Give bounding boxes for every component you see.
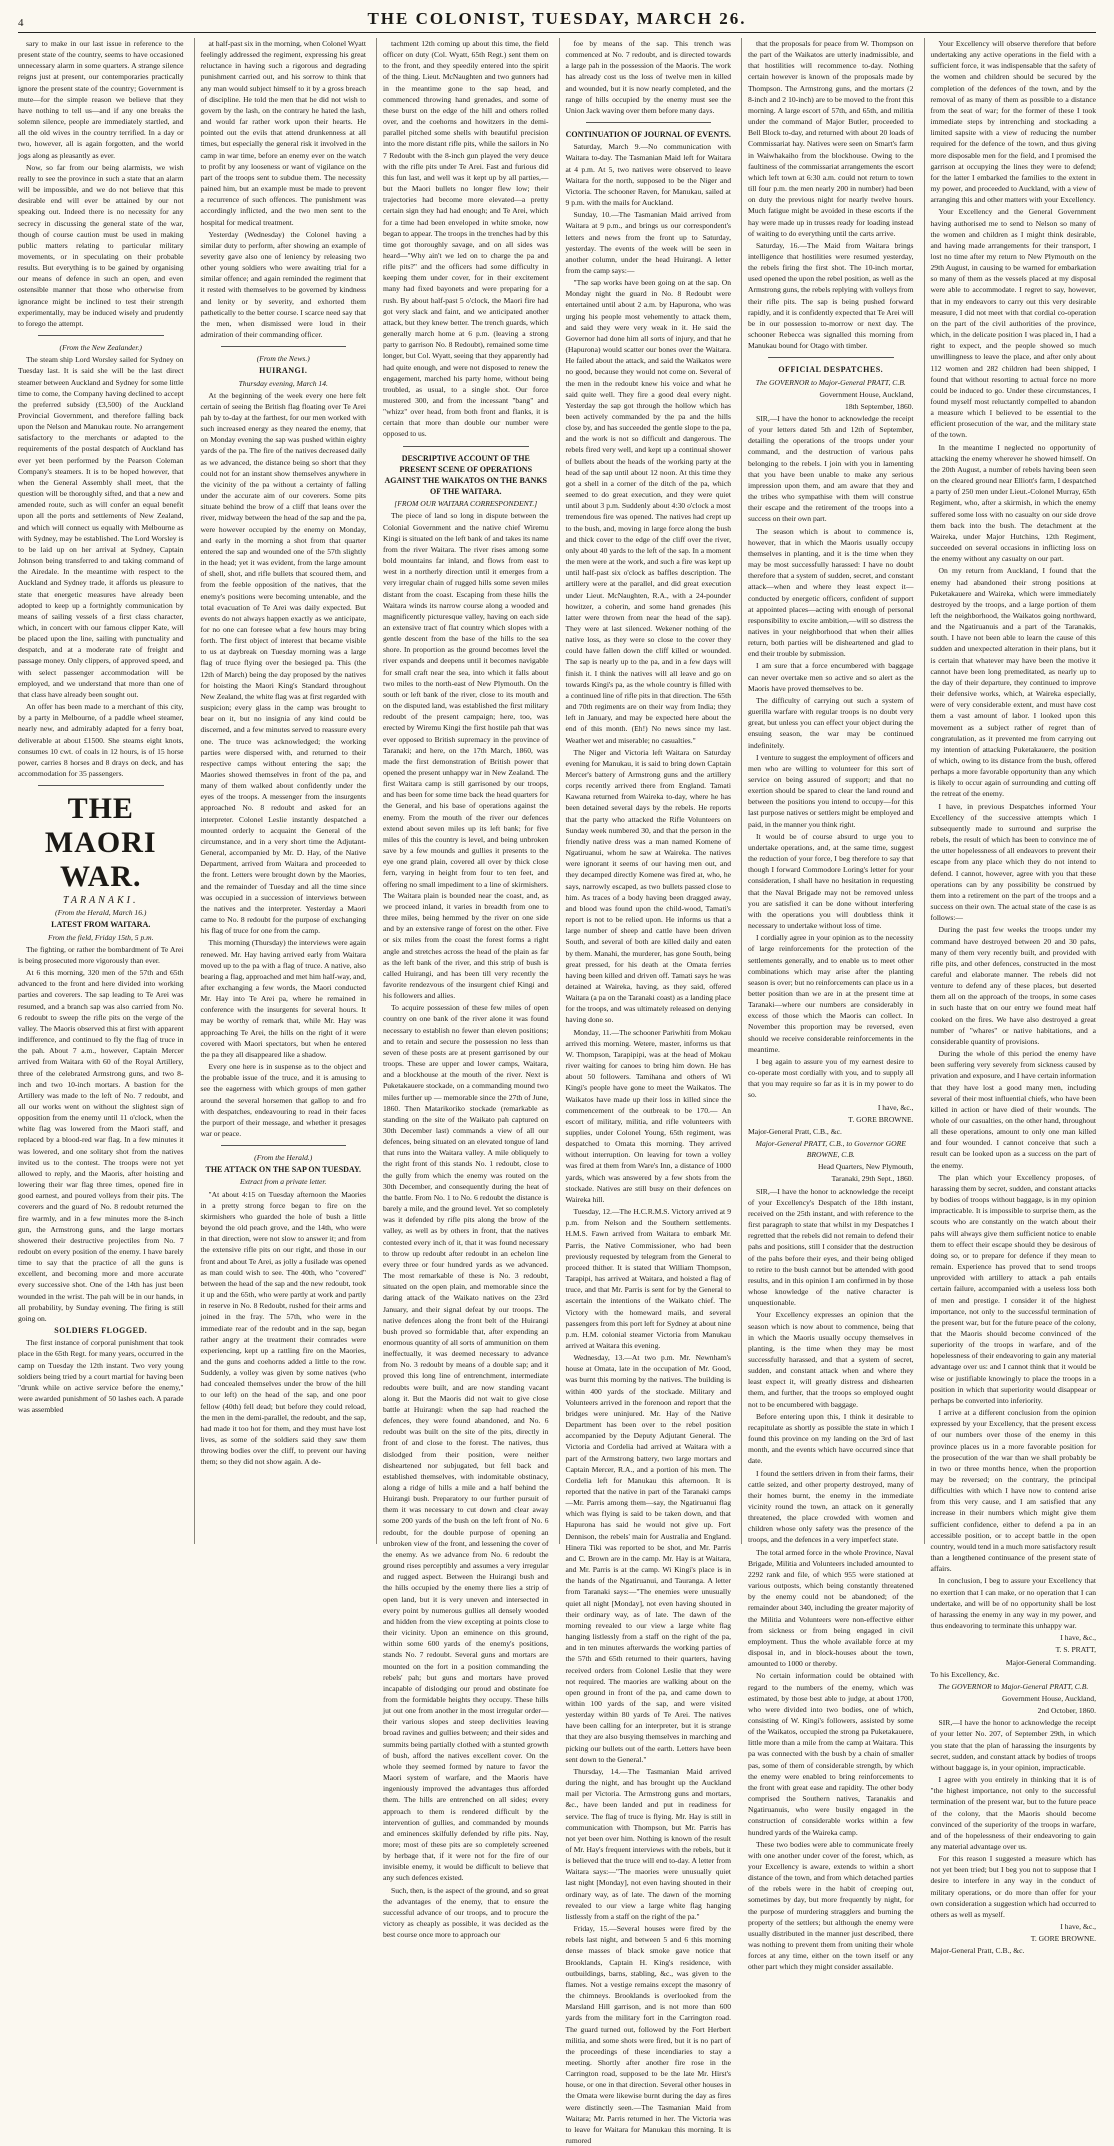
paragraph: During the past few weeks the troops under my command have destroyed between 20 and 30 pahs, many of them very recently built, and provided with rifle pits, and other defences, constructed in the most careful and elaborate manner. The rebels did not venture to defend any of these places, but deserted them all on the approach of the troops, in some cases in such haste that on our entry we found meat half cooked on the fires. We have also destroyed a great number of "whares" or native habitations, and a considerable quantity of provisions. (930, 925, 1096, 1046)
paragraph: at half-past six in the morning, when Colonel Wyatt feelingly addressed the regiment, expressing his great reluctance in having such a rigorous and degrading punishment carried out, and his sorrow to think that any man would subject himself to it by a gross breach of discipline. He told the men that he did not wish to govern by the lash, on the contrary he hated the lash, and would far rather work upon their hearts. He pointed out the evils that attend drunkenness at all times, but especially the general risk it involved in the camp in war time, before an enemy ever on the watch to profit by any looseness or want of vigilance on the part of the troops sent to subdue them. The necessity pained him, but an example must be made to prevent a recurrence of such offences. The punishment was accordingly inflicted, and the two men sent to the hospital for medical treatment. (200, 39, 366, 227)
article-heading: LATEST FROM WAITARA. (51, 920, 151, 930)
paragraph: "The sap works have been going on at the sap. On Monday night the guard in No. 8 Redoubt were entertained until about 2 a.m. by Hapurona, who was urging his people most vehemently to attack them, and said they were very weak in it. He said the Governor had done him all sorts of injury, and that he (Hapurona) would scatter our bones over the Waitara. He failed about the attack, and said the Waikatos were no good, because they would not come on. Several of the men in the redoubt knew his voice and what he said quite well. They fire a good deal every night. Yesterday the sap got through the hollow which has been actively commanded by the pa and the hills close by, and has succeeded the gentle slope to the pa, and the work is not so difficult and dangerous. The rebels fired very well, and kept up a continual shower of bullets about the heads of the working party at the head of the sap until about 12 noon. At this time they got a shell in a corner of the ditch of the pa, which seemed to do great execution, and they were quiet until about 3 p.m. Suddenly about 4:30 o'clock a most tremendous fire was opened. The natives had crept up to the bush, and, moving in large force along the bush and thick cover to the edge of the cliff over the river, only about 40 yards to the left of the sap. In a moment the men were at the work, and such a fire was kept up until half-past six o'clock as baffles description. The artillery were at the parallel, and did great execution under Lieut. McNaughten, R.A., with a 24-pounder howitzer, a coherin, and some hand grenades (his latter were thrown from near the head of the sap). They were at last silenced. Wekener nothing of the native loss, as they were so close to the cover they could have fallen down the cliff killed or wounded. The sap is nearly up to the pa, and in a few days will finish it. I think the natives will all leave and go on towards Kingi's pa, as the whole country is filled with a continued line of rifle pits in that direction. The 65th and 70th regiments are on their way from India; they left in January, and may be expected here about the end of this month. (Eh!) No news since my last. Weather wet and miserable; no casualties." (565, 278, 731, 745)
paragraph: I found the settlers driven in from their farms, their cattle seized, and other property destroyed, many of their homes burnt, the enemy in the immediate vicinity round the town, an attack on it generally threatened, the place crowded with women and children whose only safety was the presence of the troops, and the defences in a very imperfect state. (748, 1468, 914, 1545)
paragraph: The fighting, or rather the bombardment of Te Arei is being prosecuted more vigorously than ever. (18, 944, 184, 965)
article-heading: OFFICIAL DESPATCHES. (778, 365, 884, 375)
masthead (18, 6, 1096, 33)
paragraph: I venture to suggest the employment of officers and men who are willing to volunteer for this sort of service on being assured of support; and that no exertion should be spared to clear the land round and between the positions you intend to occupy—for this last purpose natives or settlers might be employed and paid, in the manner you think right. (748, 752, 914, 829)
article-heading: CONTINUATION OF JOURNAL OF EVENTS. (565, 130, 731, 140)
paragraph: I beg again to assure you of my earnest desire to co-operate most cordially with you, and to supply all that you may require so far as it is in my power to do so. (748, 1056, 914, 1100)
signature-title: Major-General Commanding. (1005, 1657, 1096, 1667)
paragraph: At the beginning of the week every one here felt certain of seeing the British flag floating over Te Arei pah by to-day at the farthest, for our men worked with such increased energy as they neared the enemy, that on Monday evening the sap was pushed within eighty yards of the pa. The fire of the natives decreased daily as we advanced, the distance being so short that they could not for an instant show themselves anywhere in the vicinity of the pa without a certainty of falling under the accurate aim of our coverers. Some pits situate behind the brow of a cliff that leans over the river, midway between the head of the sap and the pa, were however occupied by the enemy on Monday, and early in the morning a shot from that quarter entered the sap and wounded one of the 57th slightly in the head; yet it was evident, from the large amount of shell, shot, and rifle bullets that scoured them, and from the feeble opposition of the natives, that the enemy's positions were becoming untenable, and the total evacuation of Te Arei was daily expected. But events do not always happen exactly as we anticipate, for no one can foresee what a few hours may bring forth. The first object of interest that became visible to us at daybreak on Tuesday morning was a large flag of truce flying over the besieged pa. This (the 12th of March) being the day proposed by the natives for hoisting the Maori King's Standard throughout New Zealand, the white flag was at first regarded with suspicion; every glass in the camp was brought to bear on it, but no insignia of any kind could be discerned, and a few minutes served to reassure every one. The truce was acknowledged; the working parties were dispersed with, and returned to their respective camps without entering the sap; the Maories showed themselves in front of the pa, and many of them walked about confidently under the eyes of the troops. A messenger from the insurgents approached No. 8 redoubt and asked for an interpreter. Colonel Leslie instantly despatched a mounted orderly to acquaint the General of the circumstance, and in a very short time the Adjutant-General, accompanied by Mr. D. Hay, of the Native Department, arrived from Waitara and proceeded to the front. Letters were brought down by the Maories, and the remainder of Tuesday and all the time since was occupied in a succession of interviews between the natives and the interpreter. Yesterday a Maori came to No. 8 redoubt for the purpose of exchanging his flag of truce for one from the camp. (200, 390, 366, 936)
newspaper-title: THE COLONIST, TUESDAY, MARCH 26. (367, 9, 747, 28)
paragraph: In conclusion, I beg to assure your Excellency that no exertion that I can make, or no operation that I can undertake, and will be of no opportunity shall be lost of harassing the enemy in any way in my power, and thus endeavoring to terminate this unhappy war. (930, 1576, 1096, 1631)
paragraph: The steam ship Lord Worsley sailed for Sydney on Tuesday last. It is said she will be the last direct steamer between Auckland and Sydney for some little time to come, the Company having declined to accept the preferred subsidy (£3,500) of the Auckland Provincial Government, and therefore falling back upon the Nelson and Manukau route. No arrangement satisfactory to the merchants or adapted to the requirements of the postal despatch of Auckland has ever yet been performed by the Pearson Coleman Company's steamers. It is to be hoped however, that when the General Assembly shall meet, that the question will be thoroughly sifted, and that a new and amended route, such as will confer an equal benefit upon all the ports and settlements of New Zealand, and which will connect us equally with Melbourne as with Sydney, may be established. The Lord Worsley is to be laid up on her arrival at Sydney, Captain Johnson being transferred to and taking command of the Airedale. In the meantime with respect to the Auckland and Sydney trade, it affords us pleasure to state that energetic measures have already been adopted to keep up a fortnightly communication by means of sailing vessels of a first class character, which, in concert with our famous clipper Kate, will be placed upon the line, sailing with punctuality and despatch, and at a moderate rate of freight and passage money. Only clippers, of approved speed, and with select passenger accommodation will be employed, and we understand that more than one of that class have already been sought out. (18, 355, 184, 699)
despatch-place: Government House, Auckland, (1001, 1693, 1096, 1703)
divider (403, 446, 529, 447)
dateline: From the field, Friday 15th, 5 p.m. (47, 932, 154, 942)
source-line: (From the Herald.) (254, 1153, 313, 1163)
despatch-date: Taranaki, 29th Sept., 1860. (831, 1174, 914, 1184)
column-1 (18, 38, 184, 1544)
signature-addressee: To his Excellency, &c. (930, 1669, 1000, 1679)
paragraph: I have, in previous Despatches informed Your Excellency of the successive attempts which I subsequently made to surround and surprise the rebels, the result of which has been to convince me of the utter hopelessness of all endeavors to prevent their escape from any place which they do not intend to defend. I cannot, however, agree with you that these operations can by any possibility be construed by them into a retirement on the part of the troops and a success on their own. The actual state of the case is as follows:— (930, 801, 1096, 923)
despatch-date: 18th September, 1860. (845, 401, 914, 411)
article-heading: SOLDIERS FLOGGED. (54, 1326, 148, 1336)
place-heading: TARANAKI. (63, 895, 139, 907)
paragraph: Before entering upon this, I think it desirable to recapitulate as shortly as possible the state in which I found this province on my landing on the 3rd of last month, and the events which have occurred since that date. (748, 1411, 914, 1466)
despatch-address: The GOVERNOR to Major-General PRATT, C.B. (755, 377, 906, 387)
source-line: [FROM OUR WAITARA CORRESPONDENT.] (394, 499, 538, 509)
source-line: (From the New Zealander.) (59, 343, 142, 353)
divider (38, 335, 164, 336)
signature: I have, &c., (877, 1102, 914, 1112)
signature: T. GORE BROWNE. (1030, 1934, 1096, 1944)
dateline: Thursday evening, March 14. (238, 378, 328, 388)
paragraph: Thursday, 14.—The Tasmanian Maid arrived during the night, and has brought up the Auckland mail per Victoria. The Armstrong guns and mortars, &c., have been landed and put in readiness for service. The flag of truce is flying. Mr. Hay is still in communication with Thompson, but Mr. Parris has not yet been over him. Nothing is known of the result of Mr. Hay's frequent interviews with the rebels, but it is believed that the truce will end to-day. A letter from Waitara says:—"The maories were unusually quiet last night [Monday], not even having shouted in their ordinary way, as of late. The dawn of the morning revealed to our view a large white flag hanging listlessly from a staff on the right of the pa." (565, 1766, 731, 1921)
paragraph: The Niger and Victoria left Waitara on Saturday evening for Manukau, it is said to bring down Captain Mercer's battery of Armstrong guns and the artillery corps recently arrived there from England. Tamati Kawana returned from Waireka to-day, where he has been detained several days by the rebels. He reports that the party who attacked the Rifle Volunteers on Sunday week numbered 30, and that the person in the friendly native dress was a man named Komene of Ngatiruanui, whom he saw at Waireka. The natives were ignorant it seems of our having men out, and they decamped directly Komene was fired at, who, he says, narrowly escaped, as two bullets passed close to him. As traces of a body having been dragged away, and blood was found upon the child-wood, Tamati's report is not to be relied upon. He informs us that a large number of sheep and cattle have been driven South, and several of both are killed daily and eaten by them. Manahi, the murderer, has gone South, being great pressed, for his death at the Omata ferries having been killed and driven off. Tamati says he was detained at Waireka, having, as they said, offered Waitara (a pa on the Taranaki coast) as a landing place for the troops, and was ultimately released on denying having done so. (565, 747, 731, 1025)
paragraph: The plan which your Excellency proposes, of harassing them by secret, sudden, and constant attacks by bodies of troops without baggage, is in my opinion impracticable. It is impossible to surprise them, as the scouts who are constantly on the watch about their pahs will always give them sufficient notice to enable them to effect their escape should they be desirous of doing so, or to prepare for defence if they mean to remain. Experience has proved that to send troops unprovided with artillery to attack a pah entails certain failure, accompanied with a useless loss both of men and prestige. I consider it of the highest importance, not only to the successful termination of the present war, but for the future peace of the colony, that the Maoris should become convinced of the superiority of the troops in warfare, and of the hopelessness of their endeavoring to gain any material advantage over us: and I cannot think that it would be wise or justifiable knowingly to place the troops in a position in which that superiority would disappear or perhaps be converted into inferiority. (930, 1172, 1096, 1405)
paragraph: sary to make in our last issue in reference to the present state of the country, seems to have occasioned unnecessary alarm in some quarters. A strange silence reigns just at present, our contemporaries practically ignore the present state of the country; Government is mute—for the simple reason we believe that they have nothing to tell us—and if any one breaks the solemn silence, people are immediately startled, and all the old wives in the country terrified. In a day or two, however, all is again forgotten, and the world jogs along as pleasantly as ever. (18, 39, 184, 160)
signature: I have, &c., (1060, 1633, 1096, 1643)
article-columns (18, 38, 1096, 2146)
paragraph: SIR,—I have the honor to acknowledge the receipt of your letter No. 207, of September 29th, in which you state that the plan of harassing the insurgents by secret, sudden, and constant attack by bodies of troops without baggage is, in your opinion, impracticable. (930, 1718, 1096, 1772)
signature: T. GORE BROWNE. (848, 1114, 914, 1124)
paragraph: tachment 12th coming up about this time, the field officer on duty (Col. Wyatt, 65th Regt.) sent them on to the front, and they speedily entered into the spirit of the thing. Lieut. McNaughten and two gunners had in the meantime gone to the sap head, and commenced throwing hand grenades, and some of these burst on the edge of the hill and others rolled over, and the coehorns and howitzers in the demi-parallel pitched some shells with beautiful precision into the more distant rifle pits, while the sailors in No 7 Redoubt with the 8-inch gun played the very deuce with the rifle pits under Te Arei. Fast and furious did this fun last, and well was it kept up by all parties,—but the Maori bullets no longer flew low; their trajectories had become more elevated—a pretty certain sign they had had enough; and Te Arei, which for a time had been enveloped in white smoke, now began to appear. The troops in the trenches had by this time got thoroughly savage, and on all sides was heard—"Why ain't we led on to charge the pa and rifle pits?" and the officers had some difficulty in keeping them under cover, for in their excitement many had fixed bayonets and were preparing for a rush. By about half-past 5 o'clock, the Maori fire had got very slack and faint, and we anticipated another attack, but they knew better. The trench guards, which generally march home at 6 p.m. (leaving a strong party to garrison No. 8 Redoubt), remained some time longer, but Col. Wyatt, seeing that they apparently had had quite enough, and were not disposed to renew the engagement, marched his party home, without being troubled, as usual, to a single shot. Our force mustered 300, and from the incessant "bang" and "whizz" over head, from both front and flanks, it is certain that more than double our number were opposed to us. (383, 39, 549, 439)
column-6 (924, 38, 1097, 1956)
source-line: (From the News.) (256, 354, 310, 364)
paragraph: On my return from Auckland, I found that the enemy had abandoned their strong positions at Puketakauere and Waireka, which were immediately destroyed by the troops, and a large portion of them left the neighborhood, the Waikatos going northward, and the Ngatiruanuis and a part of the Taranakis, south. I have not been able to learn the cause of this sudden and unexpected alteration in their plans, but it is certain that whatever may have been the motive it cannot have been long premeditated, as nearly up to the day of their departure, they continued to improve their defensive works, which, at Waireka especially, were of very considerable extent, and must have cost them a vast amount of labor. I looked upon this movement as a subject rather of regret than of congratulation, as it prevented me from carrying out my intention of attacking Puketakauere, the position of which, owing to its distance from the bush, offered perhaps a more favorable opportunity than any which is likely to occur again of surrounding and cutting off the retreat of the enemy. (930, 566, 1096, 799)
paragraph: Your Excellency will observe therefore that before undertaking any active operations in the field with a sufficient force, it was indispensable that the safety of the women and children should be secured by the completion of the defences of the town, and by the removal of as many of them as possible to a distance from the seat of war; for the former of these I took immediate steps by intrenching and stockading a limited sapsite with a view of reducing the number required for the defence of the town, and thus giving more disposable men for the field, and I promised the garrison at occupying the lines they were to defend; for the latter I embarked the families to the extent in my power, and proceeded to Auckland, with a view of arranging this and other matters with your Excellency. (930, 39, 1096, 205)
paragraph: SIR,—I have the honor to acknowledge the receipt of your Excellency's Despatch of the 18th instant, received on the 25th instant, and with reference to the first paragraph to state that whilst in my Despatches I regretted that the rebels did not remain to defend their pahs and positions, still I consider that the destruction of the pahs before their eyes, and their being obliged to retire to the bush cannot but be attended with good results, and in this opinion I am confirmed in by those whose knowledge of the native character is unquestionable. (748, 1186, 914, 1308)
despatch-place: Government House, Auckland, (819, 389, 914, 399)
paragraph: During the whole of this period the enemy have been suffering very severely from sickness caused by privation and exposure, and I have certain information that they have lost a good many men, including several of their most influential chiefs, who have been killed in action or have died of their wounds. The whole of our casualties, on the other hand, throughout all these operations, amount to only one man killed and four wounded. I cannot conceive that such a result can be looked upon as a success on the part of the enemy. (930, 1049, 1096, 1170)
paragraph: The difficulty of carrying out such a system of guerilla warfare with regular troops is no doubt very great, but unless you can effect your object during the ensuing season, the war may be continued indefinitely. (748, 695, 914, 750)
paragraph: The season which is about to commence is, however, that in which the Maoris usually occupy themselves in planting, and it is the time when they may be most successfully harassed: I have no doubt therefore that a system of sudden, secret, and constant attack—when and where they least expect it—conducted by energetic officers, confident of support at appointed places—acting with enough of personal responsibility to excite ambition,—will so distress the natives in your neighborhood that when their allies return, both parties will be disheartened and glad to end their trouble by submission. (748, 526, 914, 659)
despatch-address: The GOVERNOR to Major-General PRATT, C.B. (938, 1681, 1089, 1691)
paragraph: that the proposals for peace from W. Thompson on the part of the Waikatos are utterly inadmissible, and that hostilities will recommence to-day. Nothing certain however is known of the proposals made by Thompson. The Armstrong guns, and the mortars (2 8-inch and 2 10-inch) are to be moved to the front this morning. A large escort of 57th, and 65th, and militia under the command of Major Butler, proceeded to Bell Block to-day, and returned with about 20 loads of Commissariat hay. Natives were seen on Smart's farm in Waiwhakaiho from the blockhouse. Owing to the faultiness of the commissariat arrangements the escort which left town at 6:30 a.m. could not return to town till four p.m. the men nearly 200 in number) had been on duty the previous night for nearly twelve hours. Much fatigue might be avoided in these escorts if the hay were made up in trusses ready for loading instead of waiting to do everything until the carts arrive. (748, 39, 914, 238)
paragraph: Your Excellency expresses an opinion that the season which is now about to commence, being that in which the Maoris usually occupy themselves in planting, is the time when they may be most successfully harassed, and that a system of secret, sudden, and constant attack when and where they least expect it, will greatly distress and dishearten them, and further, that the troops so employed ought not to be encumbered with baggage. (748, 1310, 914, 1409)
paragraph: This morning (Thursday) the interviews were again renewed. Mr. Hay having arrived early from Waitara moved up to the pa with a flag of truce. A native, also bearing a flag, approached and met him half-way, and, after exchanging a few words, the Maori conducted Mr. Hay into Te Arei pa, where he remained in conference with the insurgents for several hours. It may be worthy of remark that, while Mr. Hay was approaching Te Arei, the hills on the right of it were covered with Maori spectators, but when he entered the pa they all disappeared like a shadow. (200, 938, 366, 1059)
paragraph: To acquire possession of these few miles of open country on one bank of the river alone it was found necessary to establish no fewer than eleven positions; and to retain and secure the possession no less than seven of these posts are at present garrisoned by our troops. These are upper and lower camps, Waitara, and a blockhouse at the mouth of the river. Next is Puketakauere stockade, on a commanding mound two miles further up — memorable since the 27th of June, 1860. Then Matarikoriko stockade (remarkable as standing on the site of the Waikato pah captured on 30th December last) commands a view of all our defences, being situated on an elevated tongue of land that runs into the Waitara valley. A mile obliquely to the right front of this stands No. 1 redoubt, close to the gully from which the enemy was routed on the 30th December, and consequently during the heat of the battle. From No. 1 to No. 6 redoubt the distance is barely a mile, and the ground level. Yet so completely was it defended by rifle pits along the brow of the valley, as well as by others in front, that the natives contested every inch of it, that it was found necessary to throw up redoubt after redoubt in an echelon line every three or four hundred yards as we advanced. The most remarkable of these is No. 3 redoubt, situated on the open plain, and memorable since the daring attack of the Waikato natives on the 23rd January, and their signal defeat by our troops. The native defences along the front belt of the Huirangi bush proved so formidable that, after expending an enormous quantity of all sorts of ammunition on them ineffectually, it was deemed necessary to advance from No. 3 redoubt by means of a double sap; and it proved this long line of entrenchment, intermediate redoubts were built, and are now standing vacant along it. But the Maoris did not wait to give close battle at Huirangi: when the sap had reached the defences, they were found abandoned, and No. 6 redoubt was built on the site of the pits, directly in front of and close to the forest. The natives, thus dislodged from their position, were neither disheartened nor subjugated, but fell back and established themselves, with indomitable obstinacy, along a ridge of hills a mile and a half behind the Huirangi bush. Preparatory to our further pursuit of them it was necessary to cut down and clear away some 200 yards of the bush on the left front of No. 6 redoubt, for the double purpose of opening an unbroken view of the front, and lessening the cover of the enemy. As we advance from No. 6 redoubt the ground rises perceptibly and assumes a very irregular and rugged aspect. Between the Huirangi bush and the hills occupied by the enemy there lies a strip of open land, but it is very uneven and intersected in every point by numerous gullies all densely wooded and hidden from the view excepting at points close to their vicinity. Upon an eminence on this ground, within some 600 yards of the enemy's positions, stands No. 7 redoubt. Several guns and mortars are mounted on the fort in a position commanding the rebels' pah; but guns and mortars have proved incapable of dislodging our proud and obstinate foe from the formidable heights they occupy. These hills jut out one from another in the most irregular order—their various slopes and steep declivities leaving broad ravines and gullies between; and their sides and summits being partially clothed with a stunted growth of bush, afford the natives excellent cover. On the whole they seemed formed by nature to favor the Maori system of warfare, and the Maoris have ingeniously improved the advantages thus afforded them. The hills are entrenched on all sides; every approach to them is rendered difficult by the intervention of gullies, and commanded by mounds and eminences skilfully defended by rifle pits. Nay, more; most of these pits are so completely screened by herbage that, if it were not for the fire of our invisible enemy, it would be difficult to believe that any such defences existed. (383, 1003, 549, 1883)
paragraph: At 6 this morning, 320 men of the 57th and 65th advanced to the front and here divided into working parties and coverers. The sap leading to Te Arei was resumed, and a branch sap was also carried from No. 6 redoubt to sweep the rifle pits on the verge of the valley. The Maoris observed this at first with apparent indifference, and continued to fly the flag of truce in the pah. About 7 a.m., however, Captain Mercer arrived from Waitara with 60 of the Royal Artillery, three of the celebrated Armstrong guns, and two 8-inch and two 10-inch mortars. A bastion for the Artillery was made to the left of No. 7 redoubt, and all our works went on without the slightest sign of opposition from the enemy until 11 o'clock, when the white flag was lowered from the Maori staff, and replaced by a blood-red war flag. In a few minutes it was lowered, and one solitary shot from the natives invited us to the contest. The troops were not yet allowed to reply, and the Maoris, after hoisting and lowering their war flag three times, opened fire in good earnest, and poured volleys from their pits. The coverers and the guard of No. 8 redoubt returned the fire warmly, and in a few minutes more the 8-inch gun, the Armstrong guns, and the large mortars showered their destructive projectiles from No. 7 redoubt on every position of the enemy. I have barely time to say that the practice of all the guns is excellent, and becoming more and more accurate every successive shot. One of the 14th has just been wounded in the wrist. The pah will be in our hands, in all probability, by Sunday evening. The firing is still going on. (18, 968, 184, 1323)
despatch-date: 2nd October, 1860. (1037, 1706, 1096, 1716)
divider (221, 1145, 347, 1146)
page-number: 4 (18, 17, 24, 29)
paragraph: Monday, 11.—The schooner Pariwhiti from Mokau arrived this morning. Wetere, master, informs us that W. Thompson, Tarapipipi, was at the head of Mokau river waiting for canoes to bring him down. He has about 50 followers. Tamihana and others of Wi Kingi's people have gone to meet the Waikatos. The Waikatos have made up their loss in killed since the commencement of the outbreak to be 170.— An escort of military, militia, and rifle volunteers with supplies, under Colonel Young, 65th regiment, was despatched to Omata this morning. They arrived without interruption. On leaving for town a volley was fired at them from Ware's Inn, a distance of 1000 yards, which was answered by a few shots from the stockade. Natives are still busy on their defences on Waireka hill. (565, 1027, 731, 1204)
paragraph: It would be of course absurd to urge you to undertake operations, and, at the same time, suggest the reduction of your force, I beg therefore to say that though I forward Commodore Loring's letter for your consideration, I shall have no hesitation in requesting that the Naval Brigade may not be removed unless you are satisfied it can be done without interfering with the operations you will doubtless think it necessary to undertake without loss of time. (748, 831, 914, 931)
paragraph: Wednesday, 13.—At two p.m. Mr. Newnham's house at Omata, late in the occupation of Mr. Good, was burnt this morning by the natives. The building is within 400 yards of the stockade. Military and Volunteers arrived in the forenoon and report that the bridges were uninjured. Mr. Hay of the Native Department has been over to the rebel position accompanied by the Deputy Adjutant General. The Victoria and Cordelia had arrived at Waitara with a part of the Armstrong battery, two large mortars and Captain Mercer, R.A., and a portion of his men. The Cordelia left for Manukau this afternoon. It is reported that the native in part of the Taranaki camps—Mr. Parris among them—say, the Ngatiruanui flag which was flying is said to be taken down, and that Hapurona has said he would not give up. Fort Dennison, the rebels' main for Australia and England. Hinera Tiki was reported to be shot, and Mr. Parris and C. Brown are in the camp. Mr. Hay is at Waitara, and Mr. Parris is at the camp. Wi Kingi's place is in the hands of the Ngatiruanui, and Tauranga. A letter from Taranaki says:—"The enemies were unusually quiet all night [Monday], not even having shouted in their ordinary way, as of late. The dawn of the morning revealed to our view a large white flag hanging listlessly from a staff on the right of the pa, and in ten minutes afterwards the working parties of the 57th and 65th returned to their quarters, having received orders from Colonel Leslie that they were not required. The maories are walking about on the open ground in front of the pa, and came down to within 100 yards of the sap, and were visited yesterday within 80 yards of Te Arei. The natives have been calling for an interpreter, but it is strange that they are also busying themselves in marching and picking our bullets out of the earth. Letters have been sent down to the General." (565, 1353, 731, 1764)
column-4 (559, 38, 732, 2146)
article-heading: THE ATTACK ON THE SAP ON TUESDAY. (205, 1165, 362, 1175)
paragraph: Such, then, is the aspect of the ground, and so great the advantages of the enemy, that to ensure the successful advance of our troops, and to procure the victory as cheaply as possible, it was decided as the best course once more to approach our (383, 1885, 549, 1940)
paragraph: The total armed force in the whole Province, Naval Brigade, Militia and Volunteers included amounted to 2292 rank and file, of which 955 were stationed at various outposts, which being constantly threatened by the enemy could not be abandoned; of the remainder about 340, including the greater majority of the Militia and Volunteers were non-effective either from sickness or from being engaged in civil employment. Thus the whole available force at my disposal in, and in block-houses about the town, amounted to 1000 or thereby. (748, 1547, 914, 1669)
column-5 (741, 38, 914, 1972)
signature-addressee: Major-General Pratt, C.B., &c. (748, 1126, 842, 1136)
despatch-place: Head Quarters, New Plymouth, (817, 1162, 914, 1172)
source-line: (From the Herald, March 16.) (55, 908, 147, 918)
article-heading: DESCRIPTIVE ACCOUNT OF THE PRESENT SCENE OF OPERATIONS AGAINST THE WAIKATOS ON THE BANKS OF THE WAITARA. (384, 453, 547, 497)
paragraph: Sunday, 10.—The Tasmanian Maid arrived from Waitara at 9 p.m., and brings us our correspondent's letters and news from the front up to Saturday, yesterday. The events of the week will be seen in another column, under the head Huirangi. A letter from the camp says:— (565, 210, 731, 275)
paragraph: Yesterday (Wednesday) the Colonel having a similar duty to perform, after showing an example of severity gave also one of leniency by releasing two other young soldiers who were awaiting trial for a similar offence; and again reminded the regiment that it rested with themselves to be governed by kindness and lenity or by severity, and exhorted them pathetically to the better course. I scarce need say that the men, when dismissed were loud in their admiration of their commanding officer. (200, 229, 366, 340)
paragraph: The piece of land so long in dispute between the Colonial Government and the native chief Wiremu Kingi is situated on the left bank of and takes its name from the river Waitara. The river rises among some bold mountains far inland, and flows from east to west in a northerly direction until it emerges from a very irregular chain of rugged hills some seven miles distant from the coast. Escaping from these hills the Waitara winds its narrow course along a wooded and magnificently picturesque valley, having on each side an extensive tract of flat country which slopes with a gentle descent from the base of the hills to the sea shore. In proportion as the ground becomes level the river expands and deepens until it becomes navigable for small craft near the sea, into which it falls about two miles to the north-east of New Plymouth. On the south or left bank of the river, close to its mouth and on the disputed land, was established the first military redoubt of the present campaign; here, too, was erected by Wiremu Kingi the first hostile pah that was ever opposed to British supremacy in the province of Taranaki; and here, on the 17th March, 1860, was made the first demonstration of British power that opened the present unhappy war in New Zealand. The first Waitara camp is still garrisoned by our troops, and has been for some time back the head quarters for the General, and his base of operations against the enemy. From the mouth of the river our defences extend about seven miles up its left bank; for five miles of this the country is level, and being unbroken save by a few mounds and gullies it presents to the eye one grand plain, covered all over by thick close fern, varying in height from four to ten feet, and offering no small impediment to a line of skirmishers. The Waitara plain is bounded near the coast, and, as we proceed inland, it varies in breadth from one to three miles, being hemmed by the river on one side and by an extensive range of forest on the other. Five or six miles from the coast the forest forms a right angle and stretches across the head of the plain as far as the left bank of the river, and this strip of bush is called Huirangi, and has been till very recently the favorite rendezvous of the insurgent chief Kingi and his followers and allies. (383, 511, 549, 1001)
paragraph: SIR,—I have the honor to acknowledge the receipt of your letters dated 5th and 12th of September, detailing the operations of the troops under your command, and the destruction of various pahs belonging to the rebels. I join with you in lamenting that you have been unable to make any serious impression upon them, and am aware that they and the tribes who sympathise with them will construe their escape and the retirement of the troops into a success on their own part. (748, 414, 914, 524)
section-title: THE MAORI WAR. (44, 792, 157, 894)
paragraph: The first instance of corporal punishment that took place in the 65th Regt. for many years, occurred in the camp on Tuesday the 12th instant. Two very young soldiers being tried by a court martial for having been "drunk while on active service before the enemy," were awarded punishment of 50 lashes each. A parade was assembled (18, 1338, 184, 1415)
signature: I have, &c., (1060, 1922, 1096, 1932)
paragraph: For this reason I suggested a measure which has not yet been tried; but I beg you not to suppose that I desire to interfere in any way in the conduct of military operations, or do more than offer for your own consideration a suggestion which had occurred to others as well as myself. (930, 1854, 1096, 1919)
article-heading: HUIRANGI. (259, 366, 308, 376)
paragraph: I agree with you entirely in thinking that it is of "the highest importance, not only to the successful termination of the present war, but to the future peace of the colony, that the Maoris should become convinced of the superiority of the troops in warfare, and of the hopelessness of their endeavoring to gain any material advantage over us. (930, 1775, 1096, 1851)
divider (38, 785, 164, 786)
column-3 (376, 38, 549, 1940)
paragraph: Every one here is in suspense as to the object and the probable issue of the truce, and it is amusing to see the eagerness with which groups of men gather around the several horsemen that gallop to and fro with despatches, endeavouring to read in their faces the purport of their message, and whether it presages war or peace. (200, 1062, 366, 1138)
paragraph: Saturday, 16.—The Maid from Waitara brings intelligence that hostilities were resumed yesterday, the rebels firing the first shot. The 10-inch mortar, used opened the upon the rebel position, as well as the Armstrong guns, the rebels replying with volleys from their rifle pits. The sap is being pushed forward rapidly, and it is confidently expected that Te Arei will be in our possession to-morrow or next day. The schooner Rebecca was signalled this morning from Manukau bound for Otago with timber. (748, 240, 914, 351)
paragraph: Now, so far from our being alarmists, we wish really to see the province in such a state that an alarm will be impossible, and we do not believe that this desirable end will ever be attained by our not speaking out. Indeed there is no necessity for any secrecy in discussing the general state of the war, though of course caution must be used in making public matters relating to particular military movements, or in speculating on their probable results. But everything is to be gained by organising our means of defence in such an open, and even ostensible manner that those who otherwise from ignorance might be inclined to test their strength experimentally, may be induced wisely and prudently to forego the attempt. (18, 162, 184, 328)
paragraph: Tuesday, 12.—The H.C.R.M.S. Victory arrived at 9 p.m. from Nelson and the Southern settlements. H.M.S. Fawn arrived from Waitara to embark Mr. Parris, the Native Commissioner, who had been previously requested by telegram from the General to proceed thither. It is stated that William Thompson, Tarapipi, has arrived at Waitara, and hoisted a flag of truce, and that Mr. Parris is sent for by the General to ascertain the intentions of the Waikato chief. The Victory with the homeward mails, and several passengers from this port left for Sydney at about nine p.m. H.M. colonial steamer Victoria from Manukau arrived at Waitara this evening. (565, 1207, 731, 1350)
column-2 (194, 38, 367, 1544)
divider (221, 346, 347, 347)
divider (586, 122, 712, 123)
paragraph: I arrive at a different conclusion from the opinion expressed by your Excellency, that the present excess of our numbers over those of the enemy in this province places us in a more favorable position for the prosecution of the war than we shall probably be in two or three months hence, when the proportion may be reversed; on the contrary, the principal difficulties with which I have now to contend arise from this very cause, and I am satisfied that any increase in their numbers which might give them sufficient confidence, either to defend a pa in an accessible position, or to accept battle in the open country, would tend in a much more satisfactory result than a lengthened continuance of the present state of affairs. (930, 1408, 1096, 1574)
divider (768, 357, 894, 358)
paragraph: No certain information could be obtained with regard to the numbers of the enemy, which was estimated, by those best able to judge, at about 1700, who were divided into two bodies, one of which, consisting of W. Kingi's followers, assisted by some of the Waikatos, occupied the strong pa Puketakauere, little more than a mile from the camp at Waitara. This pa was connected with the bush by a chain of smaller pas, some of them of considerable strength, by which the enemy were enabled to bring reinforcements to the front with great ease and rapidity. The other body comprised the Southern natives, Taranakis and Ngatiruanuis, who were busily engaged in the construction of considerable works within a few hundred yards of the Waireka camp. (748, 1671, 914, 1837)
paragraph: I am sure that a force encumbered with baggage can never overtake men so active and so alert as the Maoris have proved themselves to be. (748, 661, 914, 693)
despatch-address: Major-General PRATT, C.B., to Governor GORE BROWNE, C.B. (755, 1139, 906, 1160)
signature-addressee: Major-General Pratt, C.B., &c. (930, 1946, 1025, 1956)
paragraph: foe by means of the sap. This trench was commenced at No. 7 redoubt, and is directed towards a large pah in the possession of the Maoris. The work has already cost us the loss of twelve men in killed and wounded, but it is now nearly completed, and the range of hills occupied by the enemy must see the Union Jack waving over them before many days. (565, 39, 731, 115)
paragraph: An offer has been made to a merchant of this city, by a party in Melbourne, of a paddle wheel steamer, nearly new, and admirably adapted for a ferry boat, deliverable at about £1500. She steams eight knots, consumes 10 cwt. of coals in 12 hours, is of 15 horse power, carries 8 horses and 8 drays on deck, and has accommodation for 35 passengers. (18, 702, 184, 778)
paragraph: I cordially agree in your opinion as to the necessity of large reinforcements for the protection of the settlements generally, and to enable us to meet other combinations which may arise after the planting season is over; but no reinforcements can place us in a better position than we are in at the present time at Taranaki—where our numbers are considerably in excess of those which the Maoris can collect. In November this proportion may be reversed, even should we receive considerable reinforcements in the meantime. (748, 933, 914, 1054)
subheading: Extract from a private letter. (240, 1177, 327, 1187)
paragraph: In the meantime I neglected no opportunity of attacking the enemy wherever he showed himself. On the 20th August, a number of rebels having been seen on the cleared ground near Elliott's farm, I despatched a party of 250 men under Lieut.-Colonel Murray, 65th Regiment, who, after a skirmish, in which the enemy suffered some loss with no casualty on our side drove them back into the bush. The detachment at the Waireka, under Major Hutchins, 12th Regiment, succeeded on several occasions in inflicting loss on the enemy without any casualty on our part. (930, 442, 1096, 564)
paragraph: Your Excellency and the General Government having authorised me to send to Nelson so many of the women and children as I might think desirable, and having made arrangements for their transport, I lost no time after my return to New Plymouth on the 29th August, in causing to be warned for embarkation so many of them as the vessels placed at my disposal were able to accommodate. I regret to say, however, that in my endeavors to carry out this very desirable measure, I did not meet with that cordial co-operation on the part of the civil authorities of the province, which, in the delicate position I was placed in, I had a right to expect, and the people showed so much unwillingness to leave the place, and after only about 112 women and 282 children had been shipped, I found that without resorting to actual force no more could be induced to go. Under these circumstances, I found myself most reluctantly compelled to abandon a measure which I believed to be essential to the efficient prosecution of the war, and the military state of the town. (930, 207, 1096, 440)
paragraph: "At about 4:15 on Tuesday afternoon the Maories in a pretty strong force began to fire on the skirmishers who guarded the hole of bush a little beyond the old peach grove, and the 14th, who were in that direction, were not slow to answer it; and from the extensive rifle pits on our right, and those in our front and about Te Arei, as jolly a fusilade was opened as man could wish to see. The 40th, who "covered" between the head of the sap and the new redoubt, took it up and the 65th, who were partly at work and partly in reserve in No. 8 Redoubt, rushed for their arms and joined in the fray. The 57th, who were in the immediate rear of the redoubt and in the sap, began rather angry at the treatment their comrades were experiencing, kept up a rattling fire on the Maories, and the guns and coehorns added a little to the row. Suddenly, a volley was given by some natives (who had concealed themselves under the brow of the hill to our left) on the head of the sap, and one poor fellow (40th) fell dead; but before they could reload, the men in the demi-parallel, the redoubt, and the sap, had made it too hot for them, and they must have lost lives, as some of the soldiers said they saw them throwing bodies over the cliff, to prevent our having them; so they did not show again. A de- (200, 1189, 366, 1467)
paragraph: Friday, 15.—Several houses were fired by the rebels last night, and between 5 and 6 this morning dense masses of black smoke gave notice that Brooklands, Captain H. King's residence, with outbuildings, barns, stabling, &c., was given to the flames. Not a vestige remains except the masonry of the chimneys. Brooklands is overlooked from the Marsland Hill garrison, and is not more than 600 yards from the military fort in the Carrington road. The guard turned out, followed by the Fort Herbert militia, and some shots were fired, but it is no part of the proceedings of these incendiaries to stay a meeting. Shortly after another fire rose in the Carrington road, supposed to be the late Mr. Hirst's house, or one in that direction. Several other houses in the Omata were likewise burnt during the day as fires were distinctly seen.—The Tasmanian Maid from Waitara; Mr. Parris returned in her. The Victoria was to leave for Waitara for Manukau this morning. It is rumored (565, 1924, 731, 2146)
paragraph: These two bodies were able to communicate freely with one another under cover of the forest, which, as your Excellency is aware, extends to within a short distance of the town, and from which detached parties of the rebels were in the habit of creeping out, sometimes by day, but more frequently by night, for the purpose of murdering stragglers and burning the property of the settlers; but although the enemy were usually distributed in the manner just described, there was nothing to prevent them from uniting their whole forces at any time, either on the town itself or any other part which they might consider assailable. (748, 1839, 914, 1972)
signature: T. S. PRATT, (1055, 1645, 1096, 1655)
paragraph: Saturday, March 9.—No communication with Waitara to-day. The Tasmanian Maid left for Waitara at 4 p.m. At 5, two natives were observed to leave Waitara for the north, supposed to be the Niger and Victoria. The schooner Raven, for Manukau, sailed at 9 p.m. with the mails for Auckland. (565, 142, 731, 208)
